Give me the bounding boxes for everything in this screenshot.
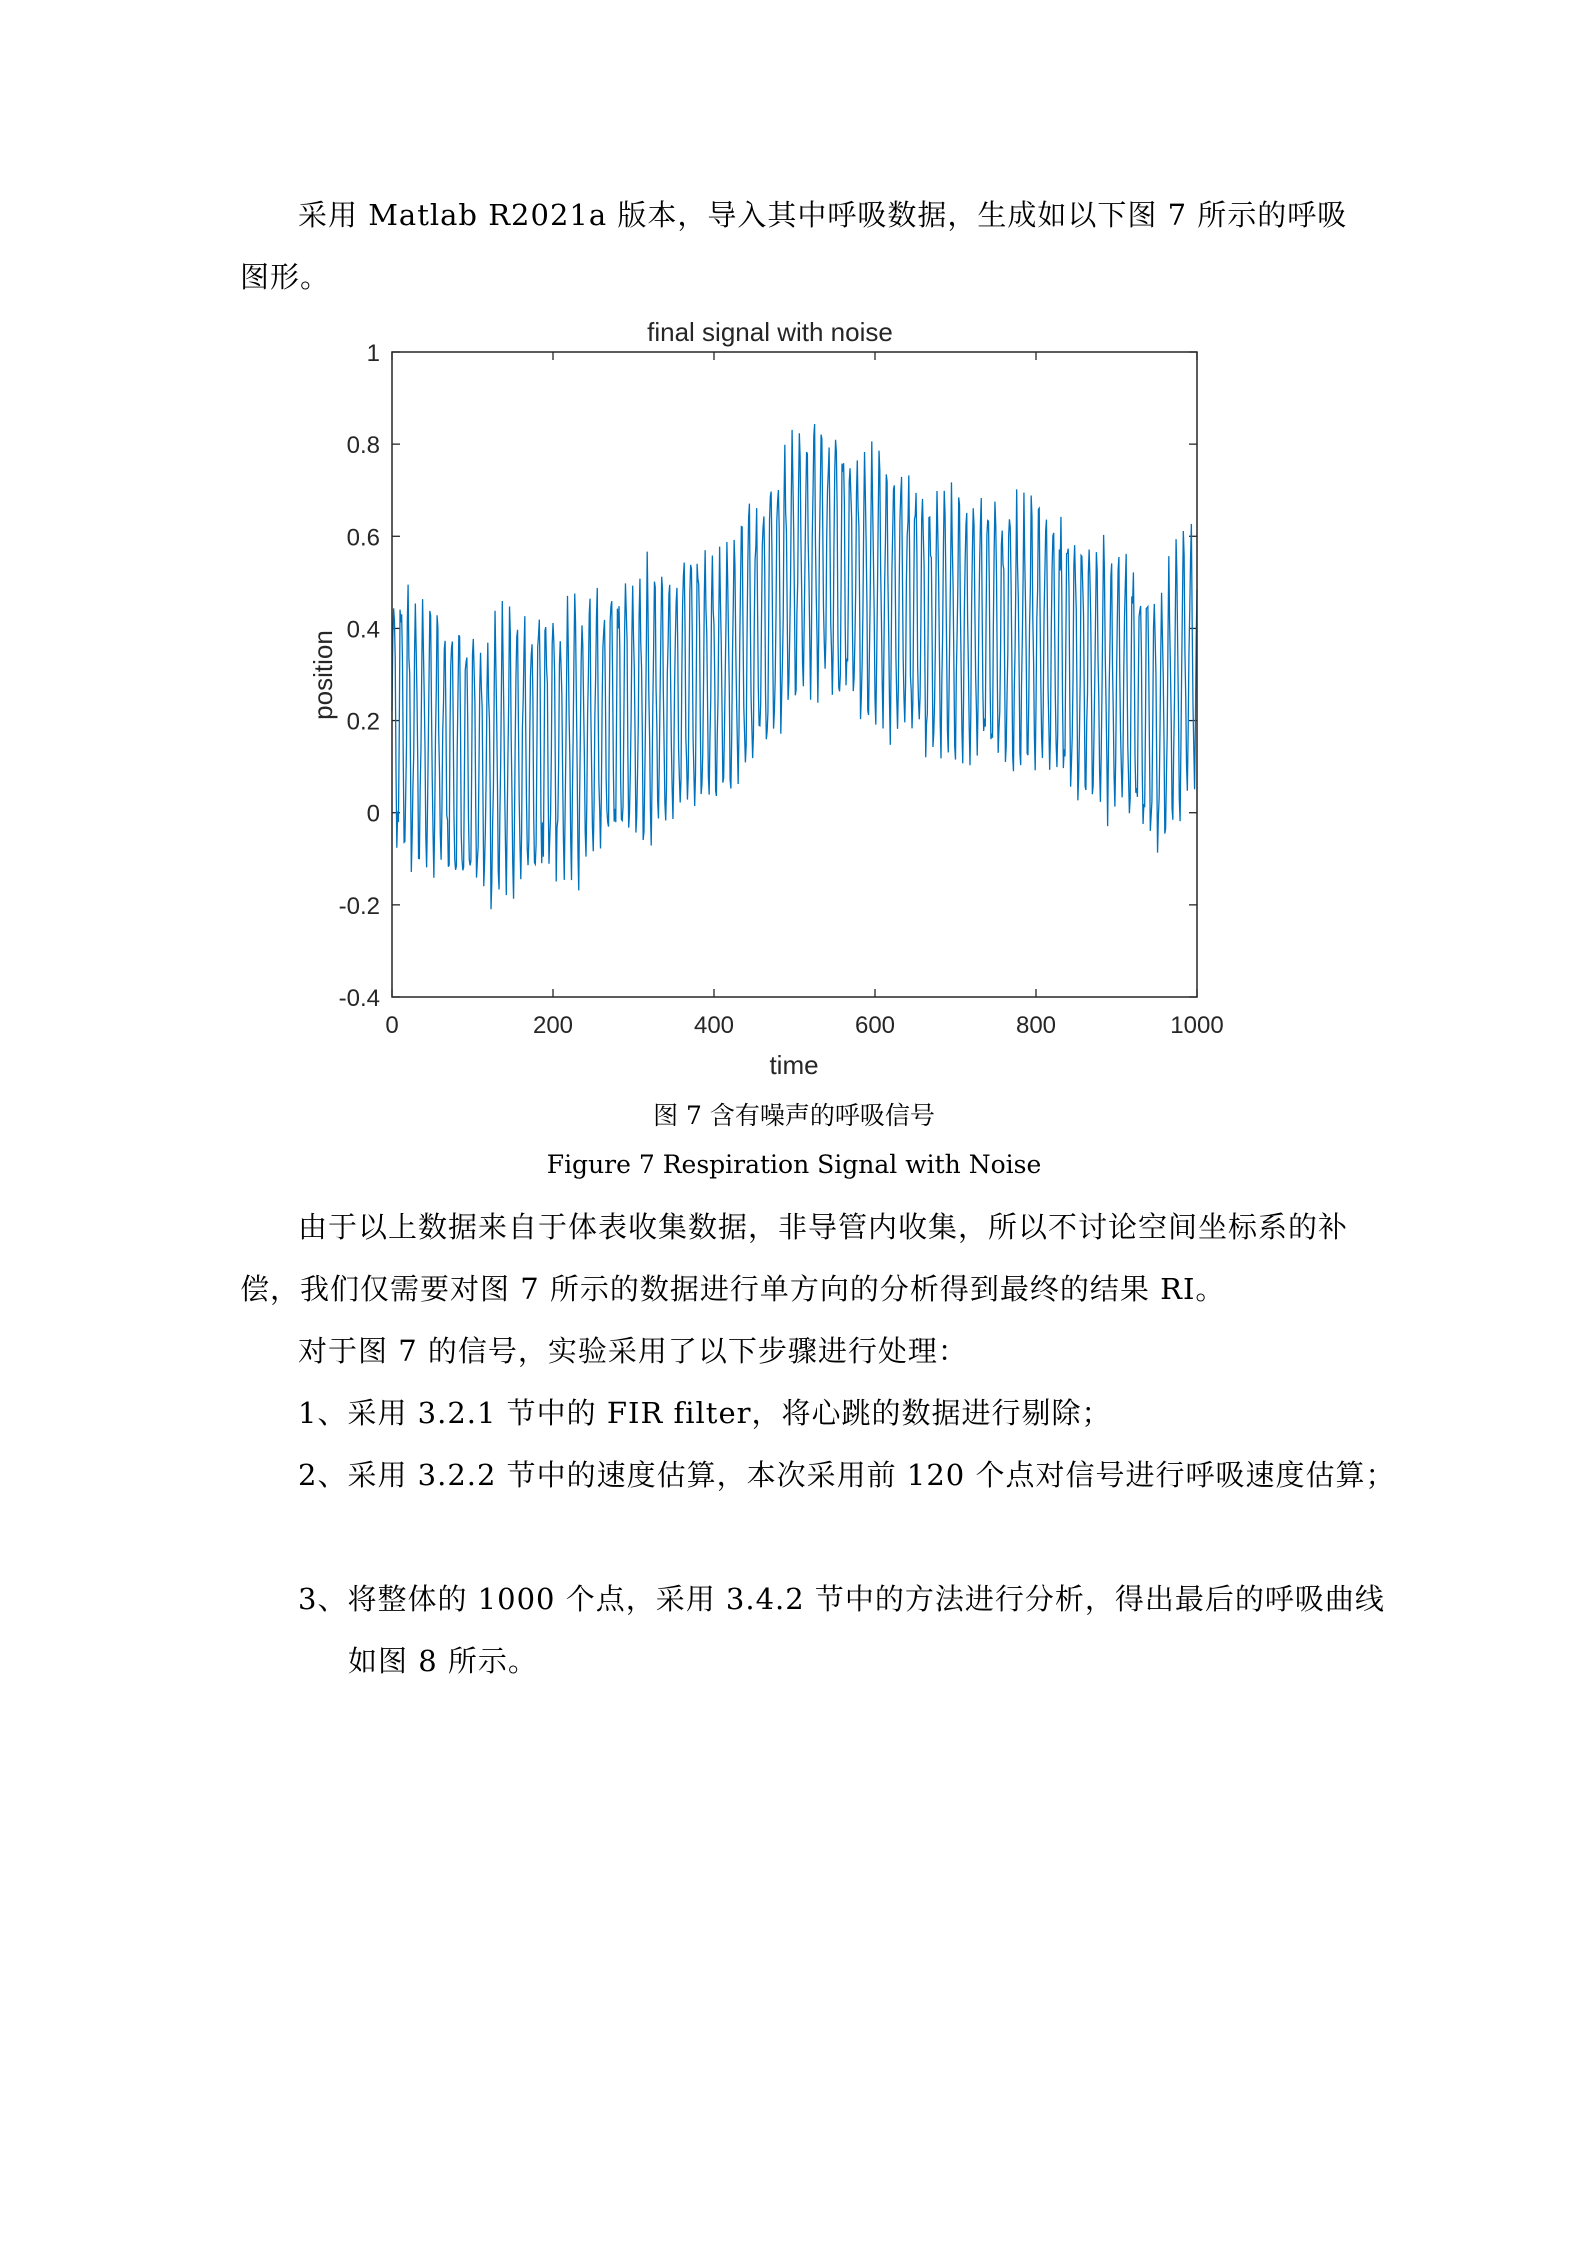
x-tick-label: 1000 [1170,1012,1224,1039]
step-item-1: 1、采用 3.2.1 节中的 FIR filter，将心跳的数据进行剔除； [298,1396,1112,1430]
intro-paragraph: 采用 Matlab R2021a 版本，导入其中呼吸数据，生成如以下图 7 所示的呼吸图形。 [240,198,1348,294]
step-item-3: 3、将整体的 1000 个点，采用 3.4.2 节中的方法进行分析，得出最后的呼吸曲线如图 8 所示。 [298,1582,1385,1678]
x-tick-label: 400 [693,1012,735,1039]
line-chart [280,300,1250,1090]
y-tick-label: -0.2 [338,892,380,920]
x-axis-label: time [769,1050,819,1080]
steps-intro-paragraph: 对于图 7 的信号，实验采用了以下步骤进行处理： [298,1334,968,1368]
figure-caption-cn: 图 7 含有噪声的呼吸信号 [653,1101,935,1130]
x-tick-label: 0 [385,1012,399,1039]
x-tick-label: 600 [854,1012,896,1039]
after-figure-paragraph: 由于以上数据来自于体表收集数据，非导管内收集，所以不讨论空间坐标系的补偿，我们仅需要对图 7 所示的数据进行单方向的分析得到最终的结果 RI。 [240,1210,1349,1306]
y-tick-label: 0 [366,800,380,828]
y-tick-label: 0.4 [346,616,380,644]
x-tick-label: 800 [1015,1012,1057,1039]
series-signal-line [392,424,1197,909]
figure-7-chart [280,300,1250,1094]
y-tick-label: 0.6 [346,524,380,552]
y-axis-label: position [308,630,338,720]
figure-caption-en: Figure 7 Respiration Signal with Noise [546,1150,1042,1179]
x-tick-label: 200 [532,1012,574,1039]
y-tick-label: 0.2 [346,708,380,736]
y-tick-label: -0.4 [338,985,380,1012]
chart-title: final signal with noise [647,317,893,347]
y-tick-label: 1 [366,340,380,367]
y-tick-label: 0.8 [346,432,380,460]
step-item-2: 2、采用 3.2.2 节中的速度估算，本次采用前 120 个点对信号进行呼吸速度估算； [298,1458,1396,1492]
